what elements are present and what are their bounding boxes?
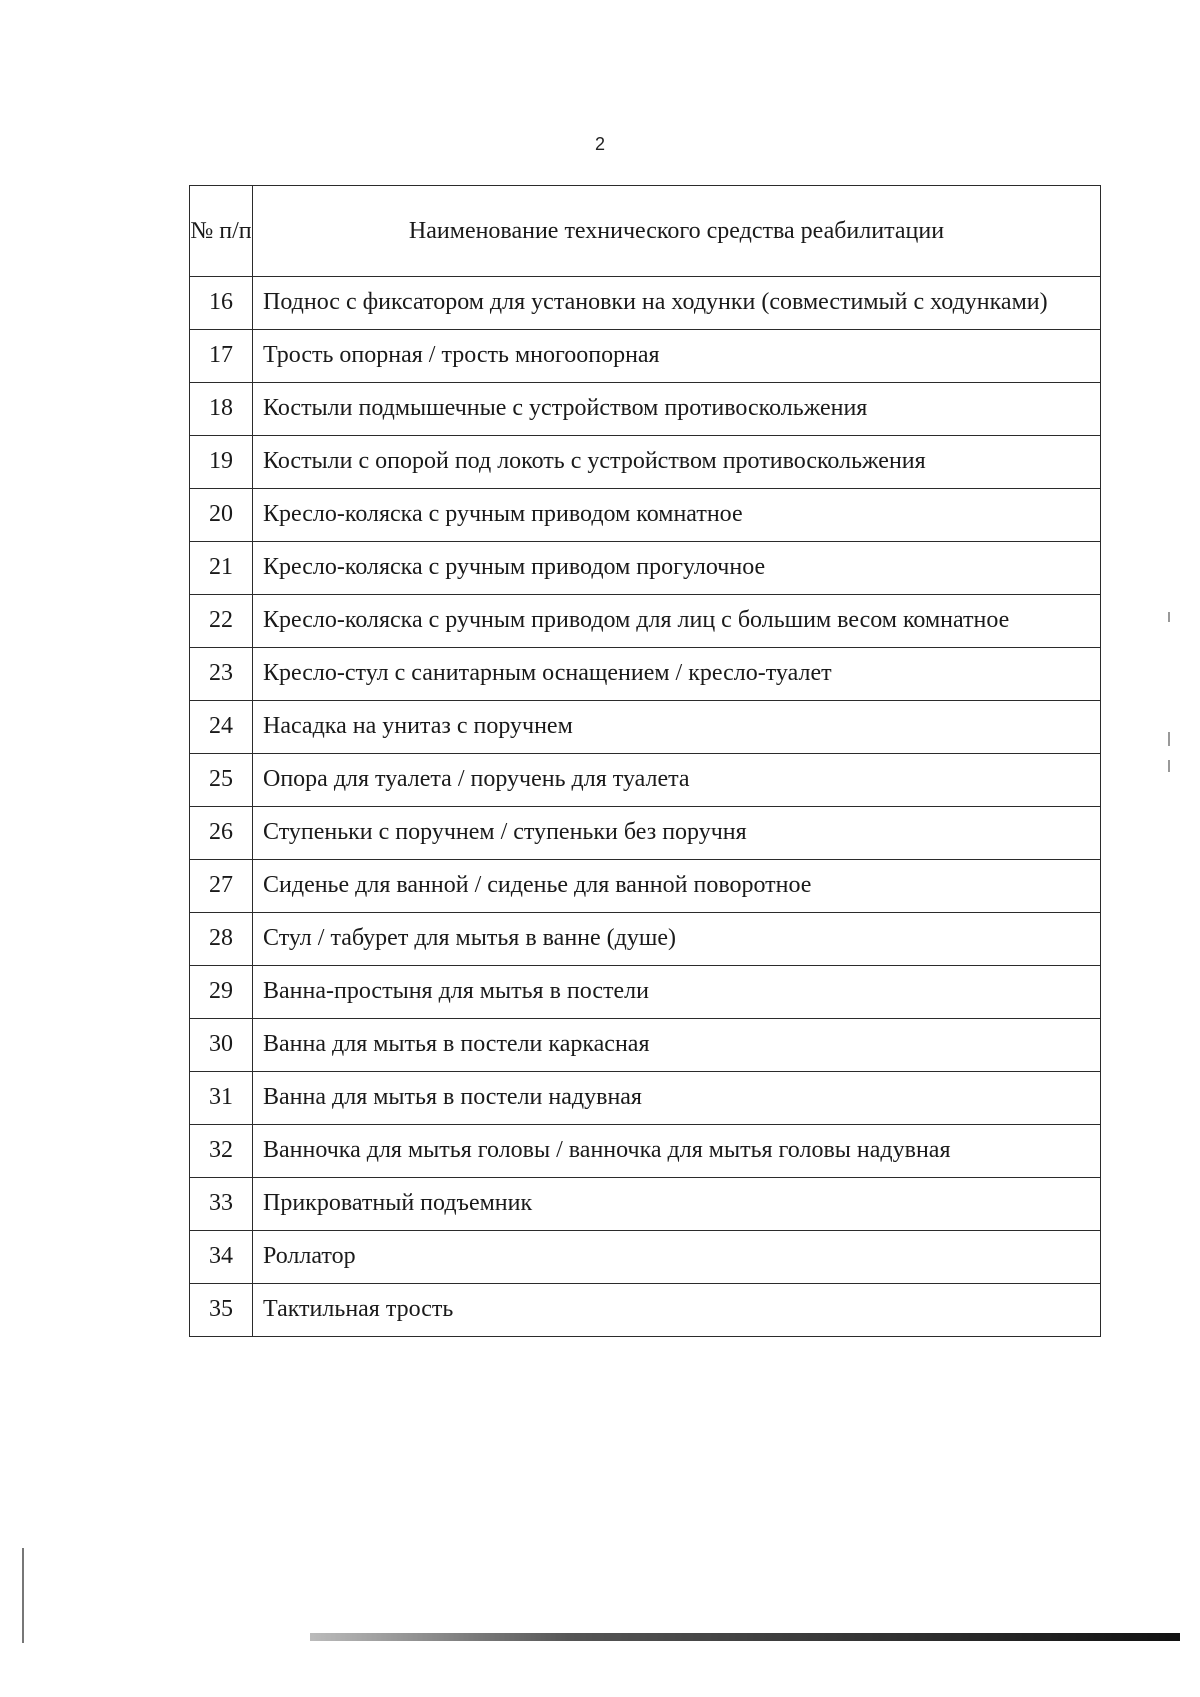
- row-number: 33: [190, 1178, 253, 1231]
- row-number: 17: [190, 330, 253, 383]
- row-number: 26: [190, 807, 253, 860]
- row-name: Поднос с фиксатором для установки на ходунки (совместимый с ходунками): [253, 277, 1101, 330]
- left-margin-line: [22, 1548, 24, 1643]
- row-number: 24: [190, 701, 253, 754]
- row-number: 21: [190, 542, 253, 595]
- table-row: [190, 807, 1101, 860]
- table-row: [190, 595, 1101, 648]
- row-name: Стул / табурет для мытья в ванне (душе): [253, 913, 1101, 966]
- row-number: 23: [190, 648, 253, 701]
- table-row: [190, 1178, 1101, 1231]
- table-row: [190, 648, 1101, 701]
- table-row: [190, 913, 1101, 966]
- scan-edge-mark: [1168, 612, 1170, 622]
- scan-edge-mark: [1168, 732, 1170, 746]
- row-number: 29: [190, 966, 253, 1019]
- row-name: Насадка на унитаз с поручнем: [253, 701, 1101, 754]
- table-row: [190, 542, 1101, 595]
- row-number: 31: [190, 1072, 253, 1125]
- row-number: 34: [190, 1231, 253, 1284]
- row-number: 16: [190, 277, 253, 330]
- row-name: Ванна-простыня для мытья в постели: [253, 966, 1101, 1019]
- row-name: Ванна для мытья в постели надувная: [253, 1072, 1101, 1125]
- table-row: [190, 1231, 1101, 1284]
- row-name: Кресло-коляска с ручным приводом комнатное: [253, 489, 1101, 542]
- row-name: Роллатор: [253, 1231, 1101, 1284]
- row-number: 27: [190, 860, 253, 913]
- row-name: Сиденье для ванной / сиденье для ванной поворотное: [253, 860, 1101, 913]
- row-name: Трость опорная / трость многоопорная: [253, 330, 1101, 383]
- row-number: 18: [190, 383, 253, 436]
- table-row: [190, 383, 1101, 436]
- table-row: [190, 1019, 1101, 1072]
- page-number: 2: [594, 134, 605, 154]
- table-row: [190, 1125, 1101, 1178]
- table-row: [190, 966, 1101, 1019]
- table-row: [190, 701, 1101, 754]
- bottom-scan-rule: [310, 1633, 1180, 1641]
- table-row: [190, 330, 1101, 383]
- table-row: [190, 1284, 1101, 1337]
- row-number: 19: [190, 436, 253, 489]
- table-body: [190, 277, 1101, 1337]
- scan-edge-mark: [1168, 760, 1170, 772]
- table-row: [190, 1072, 1101, 1125]
- row-number: 20: [190, 489, 253, 542]
- row-name: Кресло-стул с санитарным оснащением / кресло-туалет: [253, 648, 1101, 701]
- row-number: 22: [190, 595, 253, 648]
- row-name: Кресло-коляска с ручным приводом для лиц с большим весом комнатное: [253, 595, 1101, 648]
- row-name: Ванна для мытья в постели каркасная: [253, 1019, 1101, 1072]
- row-name: Ступеньки с поручнем / ступеньки без поручня: [253, 807, 1101, 860]
- table-row: [190, 754, 1101, 807]
- row-name: Прикроватный подъемник: [253, 1178, 1101, 1231]
- table-header: [190, 186, 1101, 277]
- table-row: [190, 436, 1101, 489]
- row-number: 35: [190, 1284, 253, 1337]
- row-number: 25: [190, 754, 253, 807]
- row-name: Тактильная трость: [253, 1284, 1101, 1337]
- row-name: Кресло-коляска с ручным приводом прогулочное: [253, 542, 1101, 595]
- row-name: Костыли подмышечные с устройством противоскольжения: [253, 383, 1101, 436]
- row-name: Ванночка для мытья головы / ванночка для мытья головы надувная: [253, 1125, 1101, 1178]
- row-name: Опора для туалета / поручень для туалета: [253, 754, 1101, 807]
- header-name: Наименование технического средства реабилитации: [253, 186, 1101, 277]
- table-row: [190, 489, 1101, 542]
- header-row: [190, 186, 1101, 277]
- header-number: № п/п: [190, 186, 253, 277]
- rehabilitation-means-table: [189, 185, 1101, 1337]
- row-name: Костыли с опорой под локоть с устройством противоскольжения: [253, 436, 1101, 489]
- row-number: 30: [190, 1019, 253, 1072]
- row-number: 32: [190, 1125, 253, 1178]
- row-number: 28: [190, 913, 253, 966]
- table-row: [190, 277, 1101, 330]
- table-row: [190, 860, 1101, 913]
